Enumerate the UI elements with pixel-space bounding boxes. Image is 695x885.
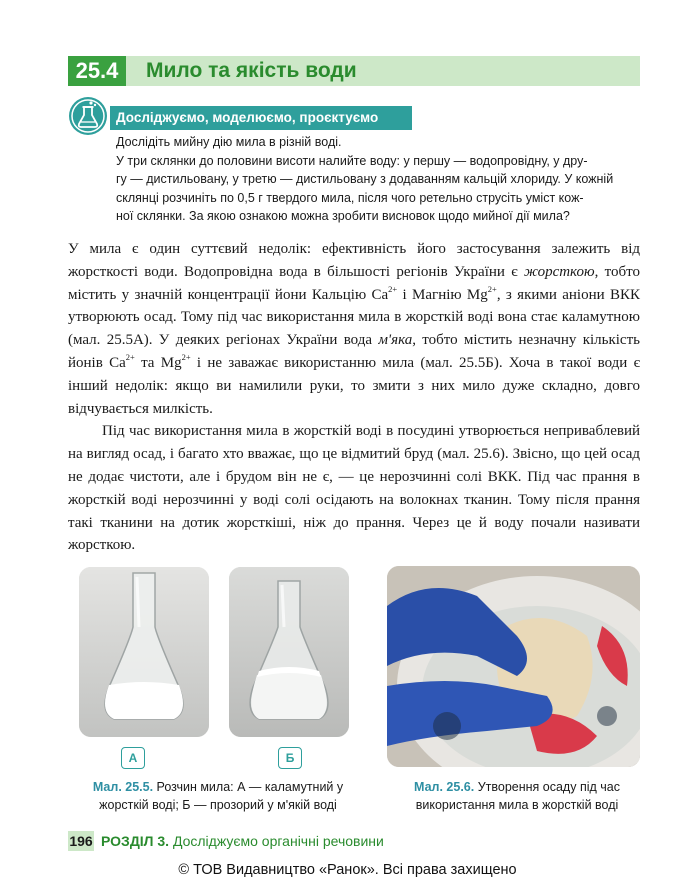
task-line: гу — дистильовану, у третю — дистильовану з додаванням кальцій хлориду. У кожній <box>116 172 614 186</box>
body-paragraph-2: Під час використання мила в жорсткій воді в посудині утворюється неприваблевий на вигляд осад, і багато хто вважає, що це відмитий бруд (мал. 25.6). Звісно, що цей осад не додає чистоти, але і брудом він не є, — це нерозчинні солі ВКК. Під час прання в жорсткій воді нерозчинні у воді солі осідають на волокнах тканин. Тому після прання такі тканини на дотик жорсткіші, ніж до прання. Через це й воду почали називати жорсткою. <box>68 423 640 554</box>
page-number: 196 <box>69 833 93 849</box>
body-paragraph-1: У мила є один суттєвий недолік: ефективність його застосування залежить від жорсткості води. Водопровідна вода в більшості регіонів України є жорсткою, тобто містить у значній концентрації йони Кальцію $Ca^{2+}$ і Магнію $Mg^{2+}$, з якими аніони ВКК утворюють осад. Тому під час використання мила в жорсткій воді вона стає каламутною (мал. 25.5А). У деяких регіонах України вода м'яка, тобто містить незначну кількість йонів $Ca^{2+}$ та $Mg^{2+}$ і не заважає використанню мила (мал. 25.5Б). Хоча в такої води є інший недолік: якщо ви намилили руки, то змити з них мило дуже складно, довго відчувається милкість. <box>68 241 641 417</box>
task-line: ної склянки. За якою ознакою можна зробити висновок щодо мийної дії мила? <box>116 209 570 223</box>
figure-caption-25-6 <box>387 779 647 814</box>
flask-research-icon <box>68 96 108 136</box>
section-title: Мило та якість води <box>146 59 357 82</box>
photo-washing-hands <box>387 566 640 767</box>
task-title: Досліджуємо, моделюємо, проєктуємо <box>116 110 379 125</box>
caption-label: Мал. 25.5. <box>92 780 154 794</box>
caption-text: Розчин мила: А — каламутний у жорсткій воді; Б — прозорий у м'якій воді <box>99 780 344 812</box>
body-text <box>68 238 640 557</box>
figure-caption-25-5 <box>72 779 364 814</box>
task-line: Дослідіть мийну дію мила в різній воді. <box>116 135 342 149</box>
figure-label-a: А <box>121 747 145 769</box>
figure-label-b: Б <box>278 747 302 769</box>
task-line: склянці розчиніть по 0,5 г твердого мила, після чого ретельно струсіть уміст кож- <box>116 190 584 205</box>
photo-flask-cloudy <box>79 567 209 737</box>
caption-label: Мал. 25.6. <box>414 780 475 794</box>
copyright-notice: © ТОВ Видавництво «Ранок». Всі права захищено <box>178 862 517 878</box>
task-text <box>116 133 646 226</box>
task-line: У три склянки до половини висоти налийте воду: у першу — водопровідну, у дру- <box>116 153 588 168</box>
footer-section-title: РОЗДІЛ 3. Досліджуємо органічні речовини <box>101 833 384 849</box>
photo-flask-clear <box>229 567 349 737</box>
caption-text: Утворення осаду під час використання мила в жорсткій воді <box>415 780 620 812</box>
section-number: 25.4 <box>68 56 126 86</box>
